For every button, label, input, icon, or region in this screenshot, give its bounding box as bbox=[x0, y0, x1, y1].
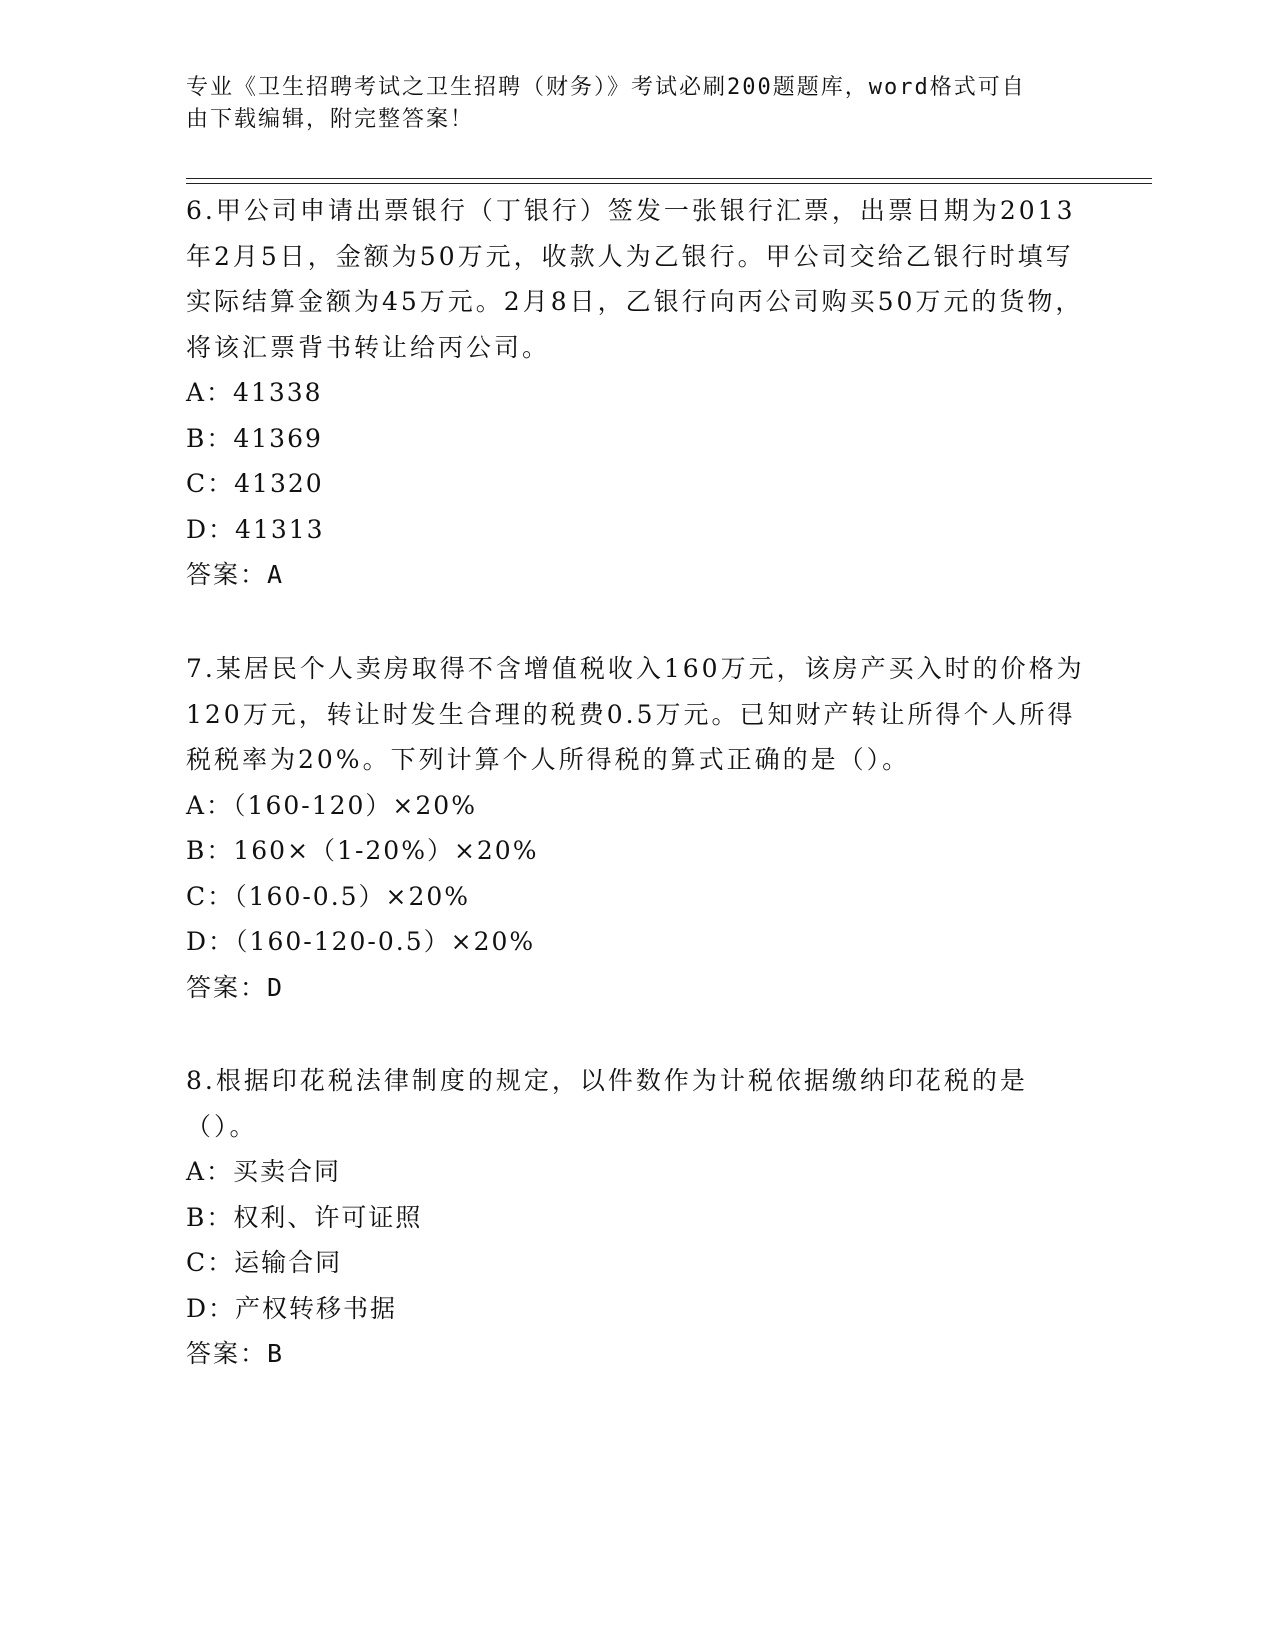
option-a: A：买卖合同 bbox=[186, 1157, 342, 1186]
question-stem: 7.某居民个人卖房取得不含增值税收入160万元，该房产买入时的价格为120万元，转让时发生合理的税费0.5万元。已知财产转让所得个人所得税税率为20%。下列计算个人所得税的算式正确的是（）。 bbox=[186, 654, 1085, 774]
question-stem: 8.根据印花税法律制度的规定，以件数作为计税依据缴纳印花税的是（）。 bbox=[186, 1066, 1028, 1141]
option-c: C：（160-0.5）×20% bbox=[186, 881, 471, 911]
header-divider-bottom bbox=[186, 183, 1152, 184]
header-line-1: 专业《卫生招聘考试之卫生招聘（财务）》考试必刷200题题库，word格式可自 bbox=[186, 75, 1026, 100]
option-d: D：产权转移书据 bbox=[186, 1293, 398, 1323]
header-divider-top bbox=[186, 178, 1152, 179]
header-line-2: 由下载编辑，附完整答案！ bbox=[186, 107, 475, 132]
option-d: D：（160-120-0.5）×20% bbox=[186, 927, 536, 956]
option-c: C：41320 bbox=[186, 469, 324, 498]
option-a: A：41338 bbox=[186, 378, 323, 407]
document-header bbox=[186, 72, 1066, 136]
question-7 bbox=[186, 646, 1086, 1010]
option-a: A：（160-120）×20% bbox=[186, 790, 477, 820]
question-stem: 6.甲公司申请出票银行（丁银行）签发一张银行汇票，出票日期为2013年2月5日，金额为50万元，收款人为乙银行。甲公司交给乙银行时填写实际结算金额为45万元。2月8日，乙银行向丙公司购买50万元的货物，将该汇票背书转让给丙公司。 bbox=[186, 196, 1084, 362]
question-8 bbox=[186, 1058, 1086, 1377]
option-b: B：160×（1-20%）×20% bbox=[186, 836, 539, 865]
answer-line: 答案：A bbox=[186, 560, 285, 589]
option-d: D：41313 bbox=[186, 514, 325, 544]
question-6 bbox=[186, 188, 1086, 598]
answer-line: 答案：B bbox=[186, 1339, 285, 1368]
option-b: B：41369 bbox=[186, 423, 323, 453]
answer-line: 答案：D bbox=[186, 972, 285, 1002]
option-b: B：权利、许可证照 bbox=[186, 1202, 423, 1232]
option-c: C：运输合同 bbox=[186, 1248, 343, 1277]
